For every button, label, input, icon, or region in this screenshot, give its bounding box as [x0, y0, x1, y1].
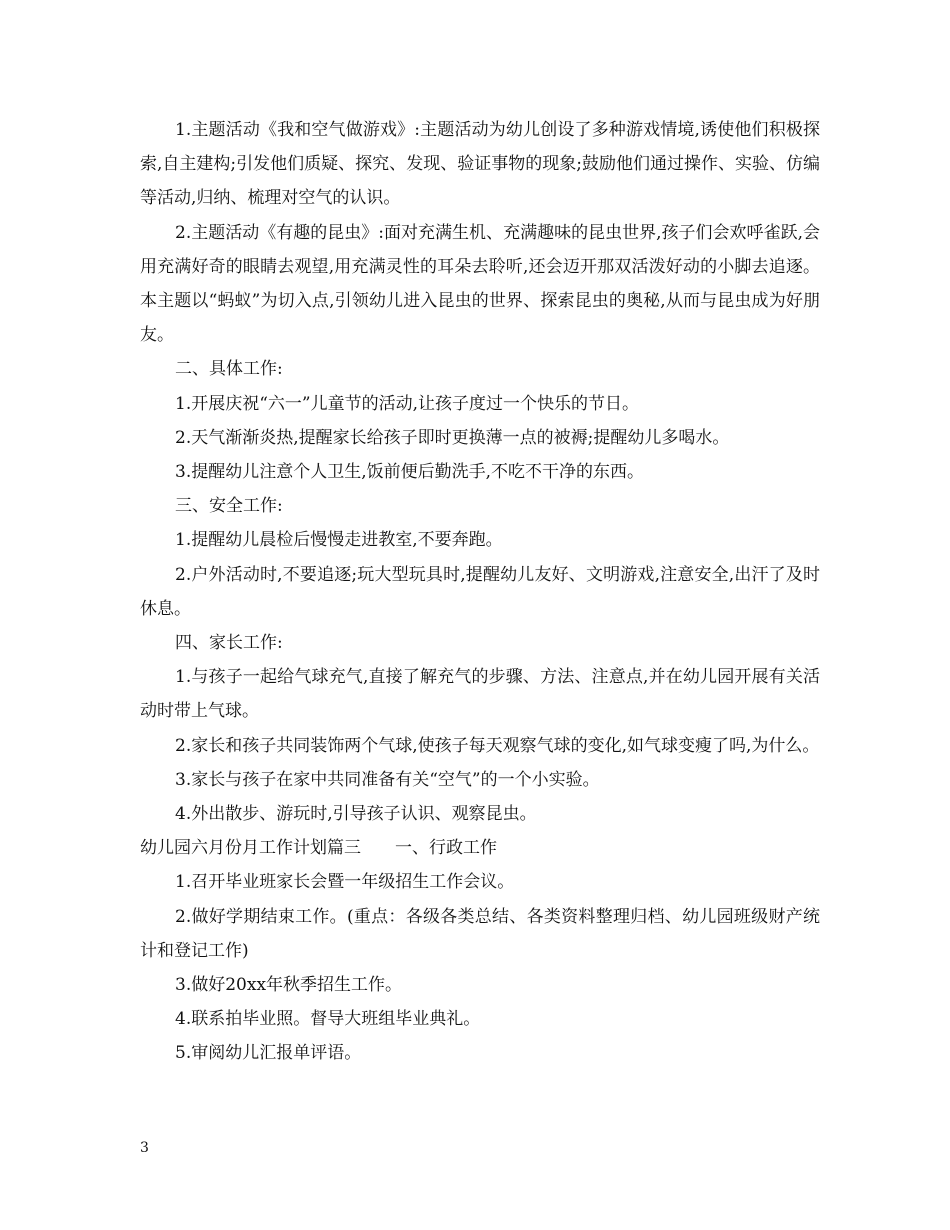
paragraph-parents-3: 3.家长与孩子在家中共同准备有关“空气”的一个小实验。: [175, 769, 600, 790]
paragraph-admin-1: 1.召开毕业班家长会暨一年级招生工作会议。: [175, 872, 515, 893]
paragraph-specific-2: 2.天气渐渐炎热,提醒家长给孩子即时更换薄一点的被褥;提醒幼儿多喝水。: [175, 427, 730, 448]
section-heading-specific-work: 二、具体工作:: [175, 359, 283, 380]
paragraph-safety-1: 1.提醒幼儿晨检后慢慢走进教室,不要奔跑。: [175, 530, 503, 551]
document-body: [140, 113, 820, 1071]
paragraph-admin-3: 3.做好20xx年秋季招生工作。: [175, 975, 403, 996]
page-number: 3: [140, 1140, 149, 1156]
section-heading-parents: 四、家长工作:: [175, 633, 283, 654]
paragraph-safety-2: 2.户外活动时,不要追逐;玩大型玩具时,提醒幼儿友好、文明游戏,注意安全,出汗了及时休息。: [140, 564, 820, 619]
paragraph-admin-2: 2.做好学期结束工作。(重点：各级各类总结、各类资料整理归档、幼儿园班级财产统计和登记工作): [140, 906, 820, 961]
section-heading-plan-three: 幼儿园六月份月工作计划篇三 一、行政工作: [140, 838, 497, 859]
section-heading-safety: 三、安全工作:: [175, 496, 283, 517]
paragraph-parents-4: 4.外出散步、游玩时,引导孩子认识、观察昆虫。: [175, 804, 537, 825]
paragraph-admin-5: 5.审阅幼儿汇报单评语。: [175, 1043, 362, 1064]
paragraph-specific-1: 1.开展庆祝“六一”儿童节的活动,让孩子度过一个快乐的节日。: [175, 393, 640, 414]
paragraph-specific-3: 3.提醒幼儿注意个人卫生,饭前便后勤洗手,不吃不干净的东西。: [175, 462, 645, 483]
paragraph-theme-insects: 2.主题活动《有趣的昆虫》:面对充满生机、充满趣味的昆虫世界,孩子们会欢呼雀跃,会用充满好奇的眼睛去观望,用充满灵性的耳朵去聆听,还会迈开那双活泼好动的小脚去追逐。本主题以“蚂蚁”为切入点,引领幼儿进入昆虫的世界、探索昆虫的奥秘,从而与昆虫成为好朋友。: [140, 222, 820, 346]
paragraph-admin-4: 4.联系拍毕业照。督导大班组毕业典礼。: [175, 1009, 481, 1030]
paragraph-parents-1: 1.与孩子一起给气球充气,直接了解充气的步骤、方法、注意点,并在幼儿园开展有关活动时带上气球。: [140, 667, 820, 722]
paragraph-parents-2: 2.家长和孩子共同装饰两个气球,使孩子每天观察气球的变化,如气球变瘦了吗,为什么。: [175, 735, 820, 756]
paragraph-theme-air: 1.主题活动《我和空气做游戏》:主题活动为幼儿创设了多种游戏情境,诱使他们积极探索,自主建构;引发他们质疑、探究、发现、验证事物的现象;鼓励他们通过操作、实验、仿编等活动,归纳、梳理对空气的认识。: [140, 120, 820, 209]
